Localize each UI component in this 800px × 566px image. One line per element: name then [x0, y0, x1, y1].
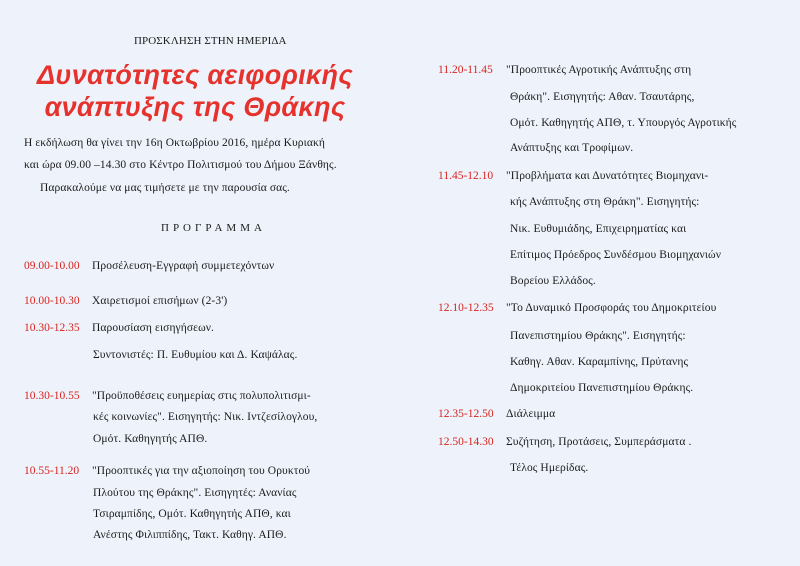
- program-text: κής Ανάπτυξης στη Θράκη". Εισηγητής:: [510, 196, 700, 208]
- program-text: Ανέστης Φιλιππίδης, Τακτ. Καθηγ. ΑΠΘ.: [93, 529, 287, 541]
- intro-line: Η εκδήλωση θα γίνει την 16η Οκτωβρίου 2016, ημέρα Κυριακή: [24, 137, 325, 149]
- program-heading: ΠΡΟΓΡΑΜΜΑ: [161, 222, 266, 234]
- program-text: Χαιρετισμοί επισήμων (2-3'): [92, 295, 228, 307]
- intro-line: και ώρα 09.00 –14.30 στο Κέντρο Πολιτισμού του Δήμου Ξάνθης.: [24, 159, 337, 171]
- program-time: 12.10-12.35: [438, 302, 494, 314]
- program-text: Καθηγ. Αθαν. Καραμπίνης, Πρύτανης: [510, 356, 689, 368]
- program-time: 10.00-10.30: [24, 295, 80, 307]
- program-text: "Προοπτικές για την αξιοποίηση του Ορυκτού: [92, 465, 311, 477]
- intro-line: Παρακαλούμε να μας τιμήσετε με την παρουσία σας.: [40, 182, 290, 194]
- program-text: Νικ. Ευθυμιάδης, Επιχειρηματίας και: [510, 223, 687, 235]
- program-time: 10.30-12.35: [24, 322, 80, 334]
- program-text: Επίτιμος Πρόεδρος Συνδέσμου Βιομηχανιών: [510, 249, 721, 261]
- program-time: 09.00-10.00: [24, 260, 80, 272]
- program-time: 12.35-12.50: [438, 408, 494, 420]
- program-text: Συντονιστές: Π. Ευθυμίου και Δ. Καψάλας.: [93, 349, 298, 361]
- program-text: "Το Δυναμικό Προσφοράς του Δημοκριτείου: [506, 302, 717, 314]
- program-text: Προσέλευση-Εγγραφή συμμετεχόντων: [92, 260, 275, 272]
- program-text: Βορείου Ελλάδος.: [510, 275, 596, 287]
- invitation-label: ΠΡΟΣΚΛΗΣΗ ΣΤΗΝ ΗΜΕΡΙΔΑ: [134, 35, 287, 47]
- program-text: Συζήτηση, Προτάσεις, Συμπεράσματα .: [506, 436, 692, 448]
- program-text: Πλούτου της Θράκης". Εισηγητές: Ανανίας: [93, 487, 297, 499]
- program-time: 11.45-12.10: [438, 170, 494, 182]
- program-text: "Προϋποθέσεις ευημερίας στις πολυπολιτισμι-: [92, 390, 311, 402]
- program-time: 10.55-11.20: [24, 465, 80, 477]
- program-time: 10.30-10.55: [24, 390, 80, 402]
- program-text: Ομότ. Καθηγητής ΑΠΘ, τ. Υπουργός Αγροτικής: [510, 117, 737, 129]
- program-text: Δημοκριτείου Πανεπιστημίου Θράκης.: [510, 382, 694, 394]
- program-text: Ανάπτυξης και Τροφίμων.: [510, 142, 634, 154]
- program-text: Παρουσίαση εισηγήσεων.: [92, 322, 215, 334]
- program-text: Τέλος Ημερίδας.: [510, 462, 589, 474]
- program-text: Διάλειμμα: [506, 408, 556, 420]
- program-text: κές κοινωνίες". Εισηγητής: Νικ. Ιντζεσίλογλου,: [93, 411, 318, 423]
- event-title-line2: ανάπτυξης της Θράκης: [44, 92, 346, 122]
- program-time: 11.20-11.45: [438, 64, 493, 76]
- program-text: Θράκη". Εισηγητής: Αθαν. Τσαυτάρης,: [510, 91, 695, 103]
- program-text: Τσιραμπίδης, Ομότ. Καθηγητής ΑΠΘ, και: [93, 508, 291, 520]
- program-time: 12.50-14.30: [438, 436, 494, 448]
- program-text: Πανεπιστημίου Θράκης". Εισηγητής:: [510, 330, 686, 342]
- program-text: "Προβλήματα και Δυνατότητες Βιομηχανι-: [506, 170, 709, 182]
- program-text: Ομότ. Καθηγητής ΑΠΘ.: [93, 433, 208, 445]
- program-text: "Προοπτικές Αγροτικής Ανάπτυξης στη: [506, 64, 692, 76]
- event-title-line1: Δυνατότητες αειφορικής: [37, 60, 353, 90]
